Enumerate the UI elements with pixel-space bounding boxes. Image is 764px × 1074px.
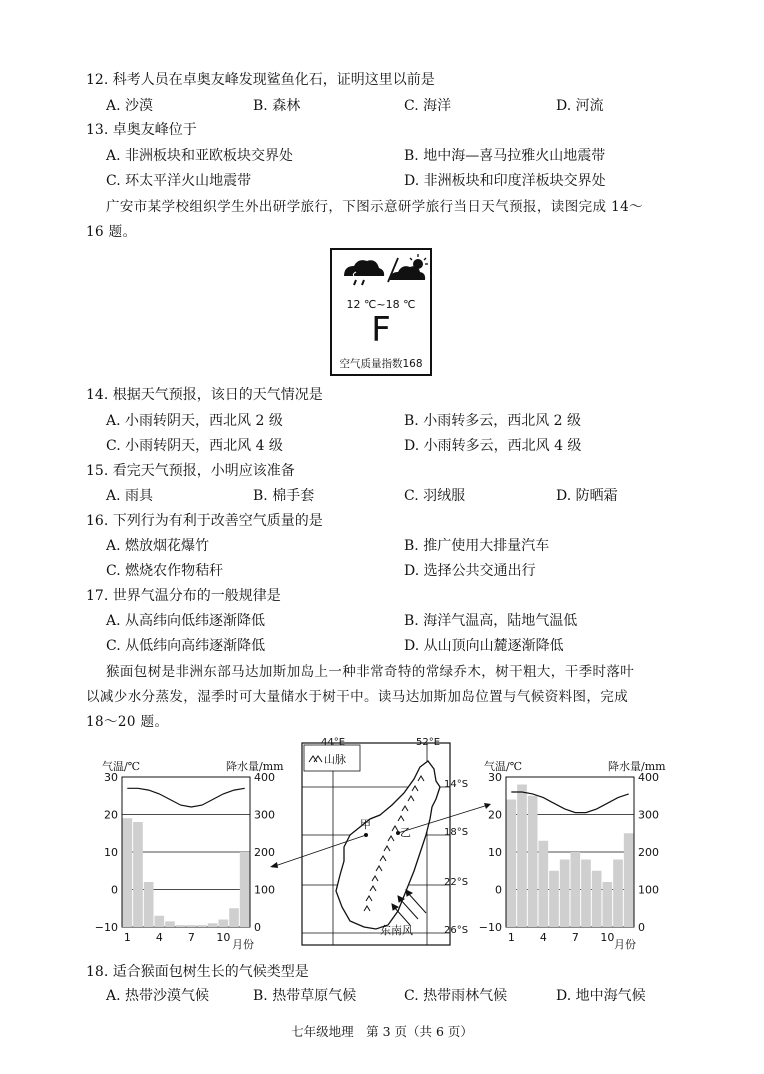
q18-option-b: B. 热带草原气候 <box>253 988 357 1004</box>
right-chart-precip-bar <box>613 860 623 928</box>
right-chart-x-tick-label: 1 <box>507 931 515 944</box>
right-chart-precip-bar <box>539 841 549 927</box>
q14-option-d: D. 小雨转多云，西北风 4 级 <box>404 438 582 454</box>
q12-option-a: A. 沙漠 <box>106 98 154 114</box>
q12-option-b: B. 森林 <box>253 98 301 114</box>
left-chart-x-axis-title: 月份 <box>232 938 254 951</box>
legend-mountain-label: 山脉 <box>324 753 346 766</box>
q16-stem: 16. 下列行为有利于改善空气质量的是 <box>86 513 323 529</box>
left-chart-precip-bar <box>144 882 154 927</box>
right-chart-precip-tick-label: 300 <box>638 808 659 822</box>
weather-forecast-box <box>330 248 432 376</box>
right-chart-temp-tick-label: −10 <box>478 921 502 934</box>
left-chart-precip-tick-label: 200 <box>254 846 275 859</box>
right-chart-precip-bar <box>571 852 581 927</box>
label-southeast-wind: 东南风 <box>380 924 413 937</box>
right-chart-precip-tick-label: 100 <box>638 883 659 897</box>
left-chart-temp-tick-label: −10 <box>94 921 118 934</box>
left-chart-temp-line <box>127 788 244 807</box>
label-point-yi: 乙 <box>400 826 411 839</box>
right-chart-precip-bar <box>549 871 559 927</box>
left-chart-precip-bar <box>219 920 229 928</box>
q13-stem: 13. 卓奥友峰位于 <box>86 122 197 138</box>
right-chart-precip-bar <box>592 871 602 927</box>
q13-option-d: D. 非洲板块和印度洋板块交界处 <box>404 173 606 189</box>
right-chart-x-axis-title: 月份 <box>614 938 636 951</box>
left-chart-precip-bar <box>240 852 250 927</box>
label-lat-18s: 18°S <box>444 827 469 838</box>
q12-option-d: D. 河流 <box>556 98 604 114</box>
partly-cloudy-icon <box>390 254 428 280</box>
left-chart-temp-axis-title: 气温/℃ <box>102 760 141 773</box>
q16-option-d: D. 选择公共交通出行 <box>404 563 536 579</box>
climate-chart-right <box>479 771 659 944</box>
right-chart-x-tick-label: 7 <box>571 931 579 944</box>
q16-option-a: A. 燃放烟花爆竹 <box>106 538 210 554</box>
label-lat-14s: 14°S <box>444 779 469 790</box>
temperature-range: 12 ℃~18 ℃ <box>346 298 416 311</box>
intro-weather-line2: 16 题。 <box>86 224 137 240</box>
air-quality-index: 空气质量指数168 <box>339 358 423 370</box>
q14-option-b: B. 小雨转多云，西北风 2 级 <box>404 413 581 429</box>
q16-option-b: B. 推广使用大排量汽车 <box>404 538 550 554</box>
left-chart-precip-tick-label: 400 <box>254 771 275 784</box>
intro-baobab-line1: 猴面包树是非洲东部马达加斯加岛上一种非常奇特的常绿乔木，树干粗大，干季时落叶 <box>106 664 635 680</box>
q15-option-c: C. 羽绒服 <box>404 488 466 504</box>
q15-stem: 15. 看完天气预报，小明应该准备 <box>86 463 295 479</box>
left-chart-precip-tick-label: 100 <box>254 883 275 897</box>
right-chart-x-tick-label: 4 <box>539 931 547 944</box>
right-chart-temp-tick-label: 30 <box>488 771 502 784</box>
left-chart-precip-bar <box>165 921 175 927</box>
right-chart-precip-bar <box>603 882 613 927</box>
left-chart-precip-bar <box>208 923 218 927</box>
island-outline <box>336 761 440 929</box>
q18-option-c: C. 热带雨林气候 <box>404 988 508 1004</box>
q15-option-a: A. 雨具 <box>106 488 154 504</box>
label-lon-52e: 52°E <box>416 737 441 748</box>
label-lon-44e: 44°E <box>321 737 346 748</box>
right-chart-precip-bar <box>528 796 538 927</box>
label-lat-22s: 22°S <box>444 877 469 888</box>
left-chart-precip-bar <box>187 925 197 927</box>
left-chart-precip-bar <box>155 916 165 927</box>
right-chart-precip-bar <box>507 800 517 928</box>
right-chart-temp-tick-label: 10 <box>488 846 502 859</box>
right-chart-temp-tick-label: 20 <box>488 808 502 822</box>
right-chart-precip-tick-label: 400 <box>638 771 659 784</box>
label-lat-26s: 26°S <box>444 925 469 936</box>
q18-option-a: A. 热带沙漠气候 <box>106 988 210 1004</box>
right-chart-temp-axis-title: 气温/℃ <box>484 760 523 773</box>
q13-option-a: A. 非洲板块和亚欧板块交界处 <box>106 148 294 164</box>
q18-option-d: D. 地中海气候 <box>556 988 646 1004</box>
left-chart-precip-bar <box>197 925 207 927</box>
left-chart-precip-axis-title: 降水量/mm <box>226 760 284 773</box>
q16-option-c: C. 燃烧农作物秸秆 <box>106 563 224 579</box>
right-chart-precip-bar <box>517 785 527 928</box>
left-chart-temp-tick-label: 10 <box>104 846 118 859</box>
label-point-jia: 甲 <box>360 818 371 831</box>
right-chart-precip-bar <box>624 833 634 927</box>
light-rain-icon <box>344 260 384 285</box>
q15-option-b: B. 棉手套 <box>253 488 315 504</box>
climate-chart-left <box>95 771 275 944</box>
intro-baobab-line3: 18～20 题。 <box>86 714 169 730</box>
intro-weather-line1: 广安市某学校组织学生外出研学旅行，下图示意研学旅行当日天气预报，读图完成 14～ <box>106 199 643 215</box>
right-chart-precip-bar <box>581 860 591 928</box>
left-chart-x-tick-label: 10 <box>216 931 231 944</box>
right-chart-precip-tick-label: 0 <box>638 921 645 934</box>
left-chart-temp-tick-label: 30 <box>104 771 118 784</box>
right-chart-x-tick-label: 10 <box>600 931 615 944</box>
right-chart-precip-tick-label: 200 <box>638 846 659 859</box>
left-chart-x-tick-label: 4 <box>155 931 163 944</box>
q12-option-c: C. 海洋 <box>404 98 452 114</box>
left-chart-temp-tick-label: 0 <box>111 883 118 897</box>
q14-option-c: C. 小雨转阴天，西北风 4 级 <box>106 438 283 454</box>
left-chart-precip-bar <box>123 818 133 927</box>
left-chart-precip-tick-label: 0 <box>254 921 261 934</box>
left-chart-precip-bar <box>133 822 143 927</box>
left-chart-precip-bar <box>229 908 239 927</box>
left-chart-precip-tick-label: 300 <box>254 808 275 822</box>
left-chart-x-tick-label: 7 <box>187 931 195 944</box>
q17-option-b: B. 海洋气温高，陆地气温低 <box>404 613 578 629</box>
q13-option-b: B. 地中海—喜马拉雅火山地震带 <box>404 148 606 164</box>
right-chart-temp-tick-label: 0 <box>495 883 502 897</box>
q15-option-d: D. 防晒霜 <box>556 488 618 504</box>
q14-stem: 14. 根据天气预报，该日的天气情况是 <box>86 387 323 403</box>
wind-symbol: F <box>371 310 391 350</box>
q18-stem: 18. 适合猴面包树生长的气候类型是 <box>86 964 309 980</box>
left-chart-precip-bar <box>176 925 186 927</box>
madagascar-map <box>270 743 491 945</box>
q12-stem: 12. 科考人员在卓奥友峰发现鲨鱼化石，证明这里以前是 <box>86 72 435 88</box>
intro-baobab-line2: 以减少水分蒸发，湿季时可大量储水于树干中。读马达加斯加岛位置与气候资料图，完成 <box>86 689 629 705</box>
right-chart-precip-bar <box>560 860 570 928</box>
q17-option-c: C. 从低纬向高纬逐渐降低 <box>106 638 266 654</box>
q14-option-a: A. 小雨转阴天，西北风 2 级 <box>106 413 283 429</box>
left-chart-temp-tick-label: 20 <box>104 808 118 822</box>
page-footer: 七年级地理 第 3 页（共 6 页） <box>291 1024 473 1039</box>
q13-option-c: C. 环太平洋火山地震带 <box>106 173 252 189</box>
left-chart-x-tick-label: 1 <box>123 931 131 944</box>
right-chart-precip-axis-title: 降水量/mm <box>608 760 666 773</box>
q17-stem: 17. 世界气温分布的一般规律是 <box>86 588 281 604</box>
q17-option-a: A. 从高纬向低纬逐渐降低 <box>106 613 266 629</box>
q17-option-d: D. 从山顶向山麓逐渐降低 <box>404 638 564 654</box>
